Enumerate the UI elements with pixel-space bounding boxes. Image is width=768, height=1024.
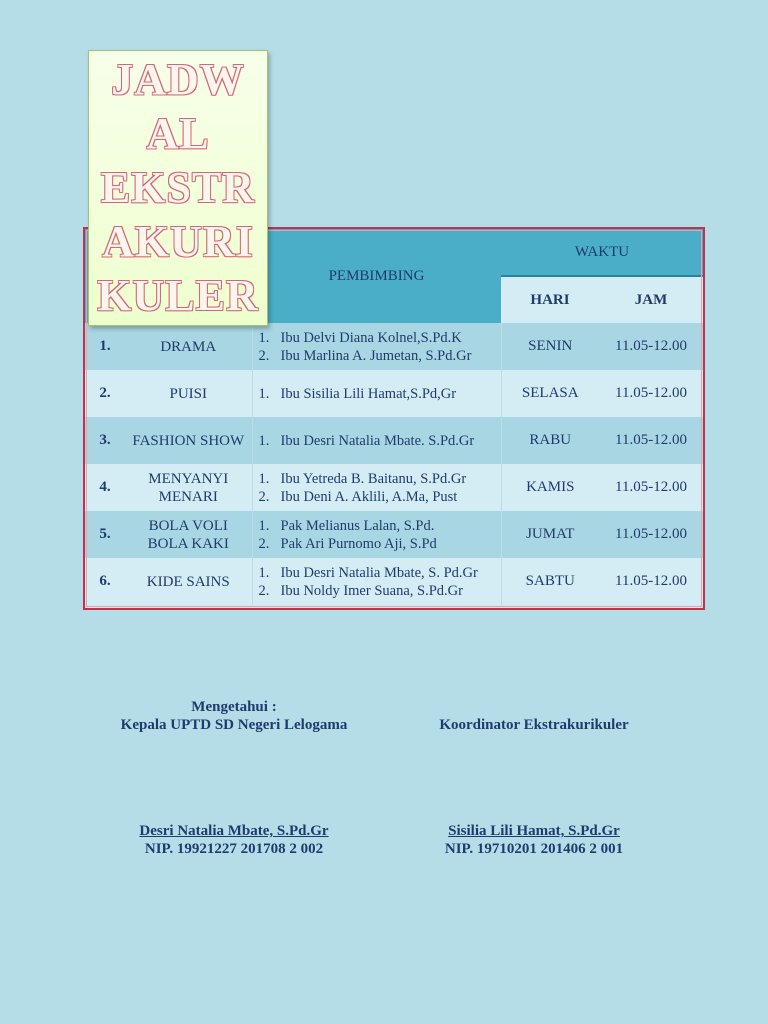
row-number: 1. [85,323,125,370]
activity-name-line: MENARI [158,488,218,505]
activity-name [125,323,252,370]
guide-item [259,329,501,347]
guide-number: 2. [258,488,270,505]
time-cell: 11.05-12.00 [599,370,703,417]
activity-name [125,417,252,464]
guide-name: Pak Ari Purnomo Aji, S.Pd [280,535,437,552]
guide-item [259,347,501,365]
guide-name: Ibu Sisilia Lili Hamat,S.Pd,Gr [280,385,457,402]
row-number: 5. [85,511,125,558]
time-cell: 11.05-12.00 [599,511,703,558]
guide-item [259,517,501,535]
sig-left-line1: Mengetahui : [191,699,277,715]
activity-name-line: KIDE SAINS [146,573,230,590]
guide-item [259,564,501,582]
header-waktu: WAKTU [501,229,703,276]
row-number: 4. [85,464,125,511]
sig-right-name: Sisilia Lili Hamat, S.Pd.Gr [448,823,620,839]
day-cell: SENIN [501,323,599,370]
guide-number: 2. [258,347,270,364]
time-cell: 11.05-12.00 [599,464,703,511]
table-row [85,558,703,605]
time-cell: 11.05-12.00 [599,323,703,370]
guide-item [259,470,501,488]
title-line: AL [146,109,210,158]
guide-number: 1. [258,432,270,449]
guide-number: 1. [258,385,270,402]
sig-left-name: Desri Natalia Mbate, S.Pd.Gr [139,823,329,839]
sig-left-nip: NIP. 19921227 201708 2 002 [144,841,324,857]
table-row [85,323,703,370]
guide-item [259,385,501,403]
guide-number: 1. [258,329,270,346]
sig-right-line1: Koordinator Ekstrakurikuler [439,717,629,733]
day-cell: KAMIS [501,464,599,511]
signature-left-name-block [104,822,364,858]
guide-number: 2. [258,582,270,599]
guide-number: 2. [258,535,270,552]
title-line: AKURI [102,217,254,266]
row-number: 6. [85,558,125,605]
activity-name [125,370,252,417]
day-cell: SELASA [501,370,599,417]
guide-name: Ibu Marlina A. Jumetan, S.Pd.Gr [280,347,472,364]
guide-number: 1. [258,470,270,487]
guides-cell [252,558,501,605]
time-cell: 11.05-12.00 [599,558,703,605]
title-line: KULER [97,271,259,320]
guide-name: Ibu Desri Natalia Mbate, S. Pd.Gr [280,564,478,581]
guide-number: 1. [258,564,270,581]
activity-name [125,558,252,605]
activity-name [125,464,252,511]
activity-name-line: DRAMA [160,338,217,355]
guides-cell [252,464,501,511]
title-line: EKSTR [100,163,256,212]
table-row [85,417,703,464]
row-number: 2. [85,370,125,417]
activity-name-line: MENYANYI [148,470,229,487]
activity-name-line: PUISI [169,385,207,402]
day-cell: JUMAT [501,511,599,558]
table-row [85,370,703,417]
table-row [85,464,703,511]
time-cell: 11.05-12.00 [599,417,703,464]
sig-right-nip: NIP. 19710201 201406 2 001 [444,841,624,857]
guide-item [259,432,501,450]
guide-name: Ibu Delvi Diana Kolnel,S.Pd.K [280,329,462,346]
guide-number: 1. [258,517,270,534]
activity-name [125,511,252,558]
guides-cell [252,511,501,558]
day-cell: SABTU [501,558,599,605]
activity-name-line: BOLA VOLI [148,517,228,534]
signature-right [404,716,664,734]
guides-cell [252,370,501,417]
guides-cell [252,417,501,464]
guides-cell [252,323,501,370]
table-row [85,511,703,558]
header-jam: JAM [599,276,703,323]
activity-name-line: FASHION SHOW [132,432,245,449]
guide-item [259,488,501,506]
title-line: JADW [111,55,245,104]
sig-left-line2: Kepala UPTD SD Negeri Lelogama [120,717,348,733]
signature-right-name-block [404,822,664,858]
guide-item [259,582,501,600]
guide-name: Pak Melianus Lalan, S.Pd. [280,517,435,534]
signature-left [104,698,364,734]
title-box [88,50,268,326]
guide-name: Ibu Yetreda B. Baitanu, S.Pd.Gr [280,470,467,487]
guide-name: Ibu Deni A. Aklili, A.Ma, Pust [280,488,458,505]
header-pembimbing: PEMBIMBING [252,229,501,323]
activity-name-line: BOLA KAKI [147,535,229,552]
row-number: 3. [85,417,125,464]
guide-name: Ibu Desri Natalia Mbate. S.Pd.Gr [280,432,475,449]
header-hari: HARI [501,276,599,323]
guide-name: Ibu Noldy Imer Suana, S.Pd.Gr [280,582,463,599]
day-cell: RABU [501,417,599,464]
guide-item [259,535,501,553]
